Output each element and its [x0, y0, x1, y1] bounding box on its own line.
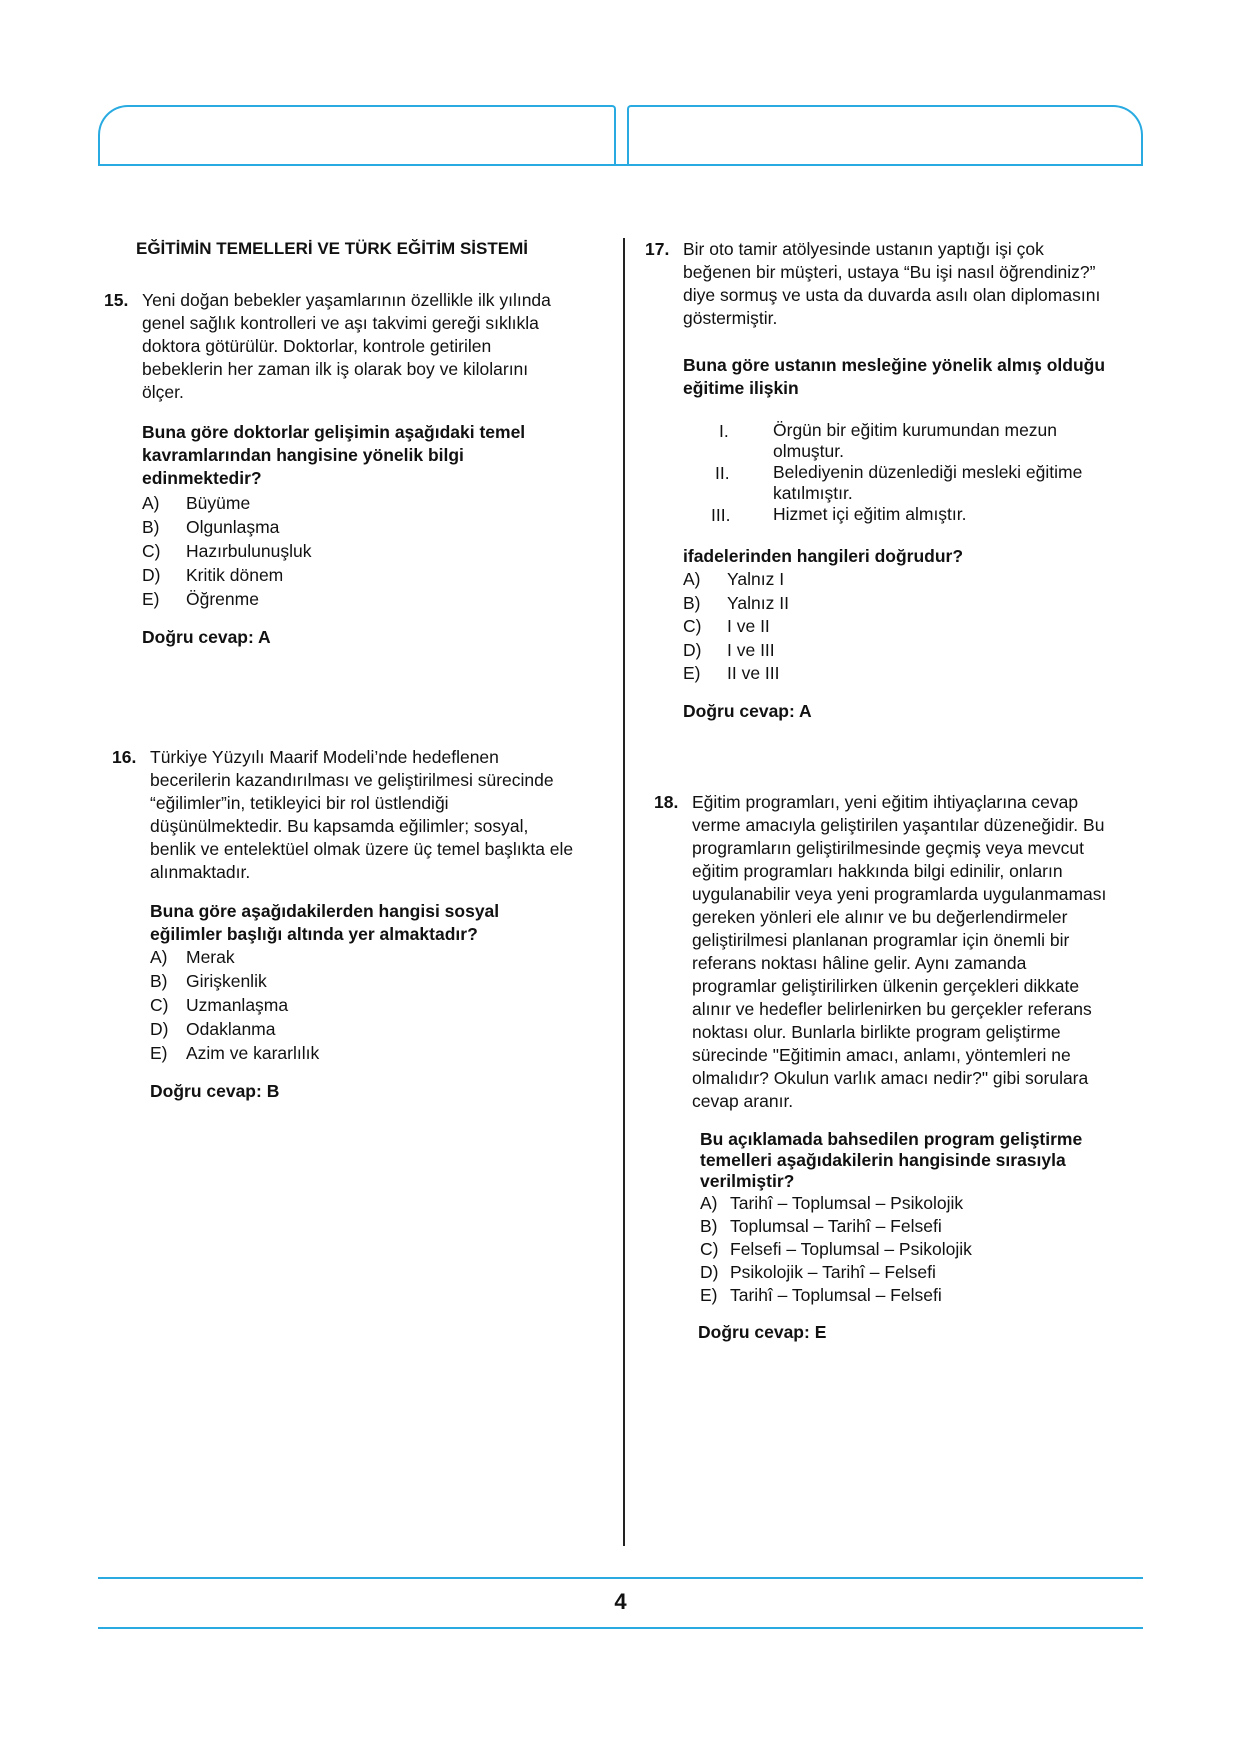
text-line: genel sağlık kontrolleri ve aşı takvimi gereği sıklıkla — [142, 313, 539, 333]
text-line: beğenen bir müşteri, ustaya “Bu işi nasıl öğrendiniz?” — [683, 262, 1096, 282]
text-line: becerilerin kazandırılması ve geliştirilmesi sürecinde — [150, 770, 554, 790]
page-number: 4 — [614, 1589, 627, 1614]
question-number: 18. — [654, 792, 679, 812]
text-line: düşünülmektedir. Bu kapsamda eğilimler; sosyal, — [150, 816, 529, 836]
option-a[interactable]: A) Büyüme — [142, 493, 251, 513]
prompt-line: verilmiştir? — [700, 1171, 795, 1191]
options-list — [683, 568, 1143, 686]
text-line: eğitim programları hakkında bilgi edinilir, onların — [692, 861, 1063, 881]
correct-answer: Doğru cevap: A — [683, 700, 812, 721]
statements-list — [683, 420, 1143, 525]
text-line: verme amacıyla geliştirilen yaşantılar düzeneğidir. Bu — [692, 815, 1105, 835]
prompt-line: Buna göre doktorlar gelişimin aşağıdaki temel — [142, 422, 526, 442]
footer-rule-bottom — [98, 1627, 1143, 1629]
option-c[interactable]: C) I ve II — [683, 616, 770, 636]
statement-iii: III. Hizmet içi eğitim almıştır. — [711, 504, 967, 525]
prompt-line: Buna göre aşağıdakilerden hangisi sosyal — [150, 901, 500, 921]
prompt-line: kavramlarından hangisine yönelik bilgi — [142, 445, 464, 465]
question-number: 17. — [645, 239, 670, 259]
option-a[interactable]: A) Merak — [150, 947, 235, 967]
option-e[interactable]: E) Tarihî – Toplumsal – Felsefi — [700, 1285, 942, 1305]
text-line: programların geliştirilmesinde geçmiş veya mevcut — [692, 838, 1084, 858]
question-prompt — [700, 1129, 1144, 1192]
text-line: olmalıdır? Okulun varlık amacı nedir?" gibi sorulara — [692, 1068, 1089, 1088]
text-line: Türkiye Yüzyılı Maarif Modeli’nde hedeflenen — [150, 747, 499, 767]
question-prompt — [142, 421, 612, 490]
option-e[interactable]: E) Azim ve kararlılık — [150, 1043, 320, 1063]
option-c[interactable]: C) Hazırbulunuşluk — [142, 541, 312, 561]
text-line: benlik ve entelektüel olmak üzere üç temel başlıkta ele — [150, 839, 574, 859]
prompt-line: eğitime ilişkin — [683, 378, 799, 398]
question-text — [683, 238, 1143, 330]
prompt-line: eğilimler başlığı altında yer almaktadır? — [150, 924, 478, 944]
header-box-left — [98, 105, 616, 165]
text-line: “eğilimler”in, tetikleyici bir rol üstlendiği — [150, 793, 449, 813]
option-b[interactable]: B) Girişkenlik — [150, 971, 267, 991]
option-e[interactable]: E) Öğrenme — [142, 589, 259, 609]
text-line: Eğitim programları, yeni eğitim ihtiyaçlarına cevap — [692, 792, 1079, 812]
question-text — [150, 746, 620, 884]
text-line: gereken yönleri ele alınır ve bu değerlendirmeler — [692, 907, 1068, 927]
statement-i: I. Örgün bir eğitim kurumundan mezun olmuştur. — [719, 420, 1058, 461]
question-prompt — [150, 900, 620, 946]
text-line: noktası olur. Bunlarla birlikte program geliştirme — [692, 1022, 1061, 1042]
question-number: 15. — [104, 290, 129, 310]
option-d[interactable]: D) I ve III — [683, 639, 775, 660]
question-number: 16. — [112, 747, 137, 767]
prompt-line: Buna göre ustanın mesleğine yönelik almış olduğu — [683, 355, 1106, 375]
section-title: EĞİTİMİN TEMELLERİ VE TÜRK EĞİTİM SİSTEMİ — [136, 239, 528, 258]
question-prompt-2: ifadelerinden hangileri doğrudur? — [683, 546, 964, 566]
option-e[interactable]: E) II ve III — [683, 663, 780, 683]
option-c[interactable]: C) Uzmanlaşma — [150, 995, 289, 1015]
option-a[interactable]: A) Yalnız I — [683, 569, 785, 589]
text-line: referans noktası hâline gelir. Aynı zamanda — [692, 953, 1027, 973]
text-line: doktora götürülür. Doktorlar, kontrole getirilen — [142, 336, 492, 356]
header-baseline — [98, 164, 1143, 166]
option-d[interactable]: D) Kritik dönem — [142, 565, 284, 585]
text-line: ölçer. — [142, 382, 184, 402]
text-line: göstermiştir. — [683, 308, 778, 328]
text-line: cevap aranır. — [692, 1091, 794, 1111]
correct-answer: Doğru cevap: E — [698, 1322, 827, 1342]
header-box-right — [627, 105, 1143, 165]
option-a[interactable]: A) Tarihî – Toplumsal – Psikolojik — [700, 1193, 964, 1213]
text-line: alınmaktadır. — [150, 862, 251, 882]
text-line: diye sormuş ve usta da duvarda asılı olan diplomasını — [683, 285, 1101, 305]
text-line: alınır ve hedefler belirlenirken bu gerçekler referans — [692, 999, 1092, 1019]
correct-answer: Doğru cevap: B — [150, 1081, 280, 1101]
text-line: uygulanabilir veya yeni programlarda uygulanmaması — [692, 884, 1107, 904]
statement-ii: II. Belediyenin düzenlediği mesleki eğitime katılmıştır. — [715, 462, 1083, 503]
option-d[interactable]: D) Odaklanma — [150, 1019, 276, 1039]
text-line: programlar geliştirilirken ülkenin gerçekleri dikkate — [692, 976, 1080, 996]
options-list — [150, 946, 620, 1066]
correct-answer: Doğru cevap: A — [142, 627, 271, 647]
prompt-line: Bu açıklamada bahsedilen program geliştirme — [700, 1129, 1083, 1149]
column-divider — [623, 238, 625, 1546]
option-b[interactable]: B) Olgunlaşma — [142, 517, 280, 537]
prompt-line: edinmektedir? — [142, 468, 262, 488]
option-d[interactable]: D) Psikolojik – Tarihî – Felsefi — [700, 1262, 936, 1282]
text-line: bebeklerin her zaman ilk iş olarak boy ve kilolarını — [142, 359, 529, 379]
text-line: Yeni doğan bebekler yaşamlarının özellikle ilk yılında — [142, 290, 551, 310]
options-list — [142, 492, 612, 612]
question-text — [142, 289, 612, 404]
text-line: sürecinde "Eğitimin amacı, anlamı, yöntemleri ne — [692, 1045, 1071, 1065]
option-b[interactable]: B) Toplumsal – Tarihî – Felsefi — [700, 1216, 942, 1236]
option-b[interactable]: B) Yalnız II — [683, 592, 789, 613]
question-prompt — [683, 354, 1143, 400]
options-list — [700, 1192, 1144, 1307]
text-line: geliştirilmesi planlanan programlar için önemli bir — [692, 930, 1070, 950]
text-line: Bir oto tamir atölyesinde ustanın yaptığı işi çok — [683, 239, 1044, 259]
footer-rule-top — [98, 1577, 1143, 1579]
prompt-line: temelleri aşağıdakilerin hangisinde sırasıyla — [700, 1150, 1066, 1170]
question-text — [692, 791, 1144, 1113]
option-c[interactable]: C) Felsefi – Toplumsal – Psikolojik — [700, 1239, 972, 1259]
